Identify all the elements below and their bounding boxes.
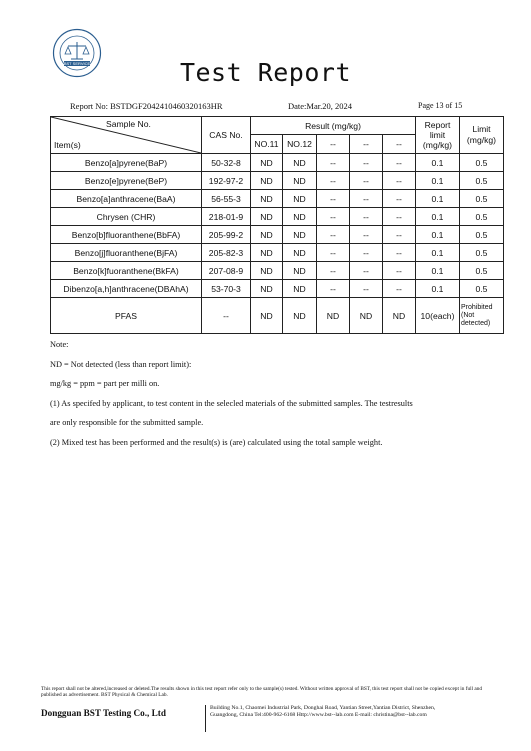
row-result: ND (251, 154, 283, 172)
header-result: Result (mg/kg) (251, 117, 416, 135)
row-limit: 0.5 (460, 226, 504, 244)
row-cas: 56-55-3 (202, 190, 251, 208)
row-report-limit: 0.1 (416, 262, 460, 280)
row-cas: 218-01-9 (202, 208, 251, 226)
header-report-limit: Report limit (mg/kg) (416, 117, 460, 154)
row-result: ND (251, 280, 283, 298)
table-row (51, 154, 504, 172)
row-result: ND (283, 208, 317, 226)
row-item: Benzo[a]anthracene(BaA) (51, 190, 202, 208)
row-result: ND (283, 280, 317, 298)
header-col-5: -- (383, 135, 416, 154)
row-result: ND (317, 298, 350, 334)
report-number: Report No: BSTDGF2042410460320163HR (70, 101, 223, 111)
row-result: ND (283, 190, 317, 208)
row-result: -- (317, 226, 350, 244)
row-result: ND (283, 244, 317, 262)
row-result: -- (383, 154, 416, 172)
header-sample-item-cell (51, 117, 202, 154)
header-col-no12: NO.12 (283, 135, 317, 154)
row-result: -- (350, 226, 383, 244)
report-date: Date:Mar.20, 2024 (288, 101, 352, 111)
header-cas-no: CAS No. (202, 117, 251, 154)
row-result: -- (383, 262, 416, 280)
row-cas: -- (202, 298, 251, 334)
table-row-pfas (51, 298, 504, 334)
row-result: -- (350, 280, 383, 298)
row-item: Benzo[a]pyrene(BaP) (51, 154, 202, 172)
header-sample-no: Sample No. (106, 119, 151, 129)
row-result: -- (383, 244, 416, 262)
row-report-limit: 10(each) (416, 298, 460, 334)
row-cas: 53-70-3 (202, 280, 251, 298)
row-result: -- (350, 262, 383, 280)
row-item: Benzo[e]pyrene(BeP) (51, 172, 202, 190)
row-result: ND (251, 298, 283, 334)
row-report-limit: 0.1 (416, 280, 460, 298)
table-row (51, 226, 504, 244)
row-result: -- (383, 226, 416, 244)
row-result: ND (383, 298, 416, 334)
company-address: Building No.1, Chaomei Industrial Park, Donghai Road, Yantian Street,Yantian District, Shenzhen, Guangdong, China Tel:400-962-6168 Http://www.bst--lab.com E-mail: christina@bst--lab.com (210, 705, 436, 719)
row-cas: 50-32-8 (202, 154, 251, 172)
table-row (51, 262, 504, 280)
table-row (51, 190, 504, 208)
header-col-no11: NO.11 (251, 135, 283, 154)
row-result: ND (251, 226, 283, 244)
row-limit: 0.5 (460, 280, 504, 298)
row-report-limit: 0.1 (416, 226, 460, 244)
row-item: Benzo[k]fuoranthene(BkFA) (51, 262, 202, 280)
row-item: Benzo[j]fluoranthene(BjFA) (51, 244, 202, 262)
note-line: ND = Not detected (less than report limit): (50, 359, 192, 369)
row-report-limit: 0.1 (416, 244, 460, 262)
table-row (51, 280, 504, 298)
row-result: ND (283, 226, 317, 244)
note-line: mg/kg = ppm = part per milli on. (50, 379, 160, 389)
note-heading: Note: (50, 340, 69, 349)
report-title: Test Report (179, 58, 352, 87)
row-result: -- (317, 262, 350, 280)
row-cas: 192-97-2 (202, 172, 251, 190)
table-row (51, 244, 504, 262)
row-item: Benzo[b]fluoranthene(BbFA) (51, 226, 202, 244)
row-result: -- (350, 154, 383, 172)
row-result: -- (383, 172, 416, 190)
row-report-limit: 0.1 (416, 190, 460, 208)
company-name: Dongguan BST Testing Co., Ltd (41, 708, 166, 718)
row-result: -- (317, 244, 350, 262)
header-limit: Limit (mg/kg) (460, 117, 504, 154)
svg-text:BST SERVICE: BST SERVICE (63, 61, 91, 67)
row-result: ND (283, 298, 317, 334)
row-item: Dibenzo[a,h]anthracene(DBAhA) (51, 280, 202, 298)
row-result: ND (350, 298, 383, 334)
note-line: (2) Mixed test has been performed and the result(s) is (are) calculated using the total sample weight. (50, 437, 383, 447)
row-result: ND (283, 262, 317, 280)
row-result: -- (317, 208, 350, 226)
row-report-limit: 0.1 (416, 154, 460, 172)
row-result: ND (251, 244, 283, 262)
header-items: Item(s) (54, 140, 81, 150)
table-row (51, 172, 504, 190)
row-result: -- (383, 190, 416, 208)
page-number: Page 13 of 15 (418, 101, 463, 110)
row-result: ND (251, 208, 283, 226)
row-result: -- (350, 172, 383, 190)
row-report-limit: 0.1 (416, 208, 460, 226)
row-item: PFAS (51, 298, 202, 334)
row-result: -- (350, 244, 383, 262)
header-col-4: -- (350, 135, 383, 154)
row-cas: 207-08-9 (202, 262, 251, 280)
row-cas: 205-82-3 (202, 244, 251, 262)
table-row (51, 208, 504, 226)
row-result: -- (383, 280, 416, 298)
row-result: -- (317, 172, 350, 190)
header-col-3: -- (317, 135, 350, 154)
row-result: ND (283, 154, 317, 172)
row-limit: 0.5 (460, 154, 504, 172)
row-result: -- (317, 190, 350, 208)
row-limit: 0.5 (460, 208, 504, 226)
row-result: -- (317, 280, 350, 298)
row-result: ND (251, 190, 283, 208)
row-result: -- (383, 208, 416, 226)
row-report-limit: 0.1 (416, 172, 460, 190)
row-result: ND (283, 172, 317, 190)
results-table (50, 116, 504, 334)
row-limit: Prohibited (Not detected) (460, 298, 504, 334)
row-limit: 0.5 (460, 190, 504, 208)
row-limit: 0.5 (460, 172, 504, 190)
row-result: -- (350, 208, 383, 226)
row-limit: 0.5 (460, 262, 504, 280)
row-cas: 205-99-2 (202, 226, 251, 244)
row-result: -- (317, 154, 350, 172)
row-item: Chrysen (CHR) (51, 208, 202, 226)
note-line: (1) As specifed by applicant, to test content in the selecled materials of the submitted samples. The testresults (50, 398, 413, 408)
notes-section (50, 339, 505, 457)
row-result: -- (350, 190, 383, 208)
row-result: ND (251, 172, 283, 190)
note-line: are only responsible for the submitted sample. (50, 418, 204, 428)
row-result: ND (251, 262, 283, 280)
footer-divider (205, 705, 206, 732)
footer-disclaimer: This report shall not be altered,increased or deleted.The results shown in this test report refer only to the sample(s) tested. Without written approval of BST, this test report shall not be copied except in full and published as advertisement. BST Physical & Chemical Lab. (41, 686, 483, 698)
row-limit: 0.5 (460, 244, 504, 262)
